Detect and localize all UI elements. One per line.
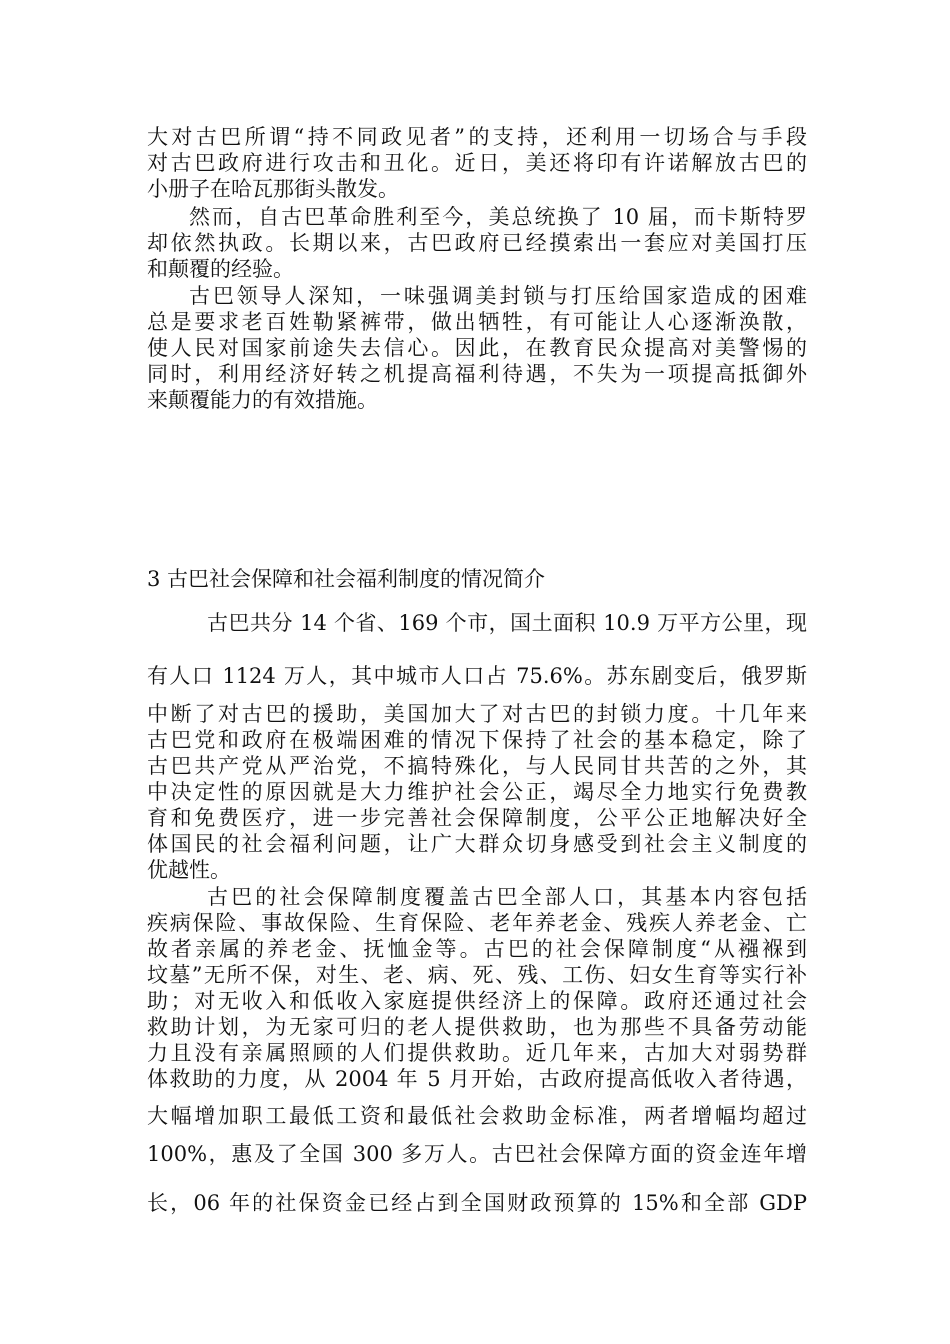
text-line: 使人民对国家前途失去信心。因此，在教育民众提高对美警惕的: [147, 336, 807, 360]
text-line: 总是要求老百姓勒紧裤带，做出牺牲，有可能让人心逐渐涣散，: [147, 310, 807, 334]
text-line: 育和免费医疗，进一步完善社会保障制度，公平公正地解决好全: [147, 806, 807, 830]
text-line: 100%，惠及了全国 300 多万人。古巴社会保障方面的资金连年增: [147, 1142, 807, 1166]
text-line: 故者亲属的养老金、抚恤金等。古巴的社会保障制度“从襁褓到: [147, 937, 807, 961]
text-line: 中断了对古巴的援助，美国加大了对古巴的封锁力度。十几年来: [147, 702, 807, 726]
text-line: 来颠覆能力的有效措施。: [147, 388, 378, 412]
text-line: 古巴共产党从严治党，不搞特殊化，与人民同甘共苦的之外，其: [147, 754, 807, 778]
text-line: 长，06 年的社保资金已经占到全国财政预算的 15%和全部 GDP: [147, 1191, 807, 1215]
text-line: 古巴的社会保障制度覆盖古巴全部人口，其基本内容包括: [207, 885, 807, 909]
text-line: 力且没有亲属照顾的人们提供救助。近几年来，古加大对弱势群: [147, 1041, 807, 1065]
text-line: 小册子在哈瓦那街头散发。: [147, 177, 399, 201]
text-line: 救助计划，为无家可归的老人提供救助，也为那些不具备劳动能: [147, 1015, 807, 1039]
text-line: 对古巴政府进行攻击和丑化。近日，美还将印有许诺解放古巴的: [147, 151, 807, 175]
text-line: 坟墓”无所不保，对生、老、病、死、残、工伤、妇女生育等实行补: [147, 963, 807, 987]
text-line: 古巴领导人深知，一味强调美封锁与打压给国家造成的困难: [189, 284, 807, 308]
text-line: 古巴党和政府在极端困难的情况下保持了社会的基本稳定，除了: [147, 728, 807, 752]
text-line: 体救助的力度，从 2004 年 5 月开始，古政府提高低收入者待遇，: [147, 1067, 807, 1091]
text-line: 和颠覆的经验。: [147, 257, 294, 281]
text-line: 中决定性的原因就是大力维护社会公正，竭尽全力地实行免费教: [147, 780, 807, 804]
text-line: 疾病保险、事故保险、生育保险、老年养老金、残疾人养老金、亡: [147, 911, 807, 935]
text-line: 大幅增加职工最低工资和最低社会救助金标准，两者增幅均超过: [147, 1104, 807, 1128]
section-heading: 3 古巴社会保障和社会福利制度的情况简介: [147, 567, 546, 591]
text-line: 同时，利用经济好转之机提高福利待遇，不失为一项提高抵御外: [147, 362, 807, 386]
text-line: 助；对无收入和低收入家庭提供经济上的保障。政府还通过社会: [147, 989, 807, 1013]
text-line: 有人口 1124 万人，其中城市人口占 75.6%。苏东剧变后，俄罗斯: [147, 664, 807, 688]
text-line: 优越性。: [147, 858, 231, 882]
text-line: 古巴共分 14 个省、169 个市，国土面积 10.9 万平方公里，现: [207, 611, 807, 635]
text-line: 却依然执政。长期以来，古巴政府已经摸索出一套应对美国打压: [147, 231, 807, 255]
text-line: 然而，自古巴革命胜利至今，美总统换了 10 届，而卡斯特罗: [189, 205, 807, 229]
text-line: 体国民的社会福利问题，让广大群众切身感受到社会主义制度的: [147, 832, 807, 856]
text-line: 大对古巴所谓“持不同政见者”的支持，还利用一切场合与手段: [147, 125, 807, 149]
